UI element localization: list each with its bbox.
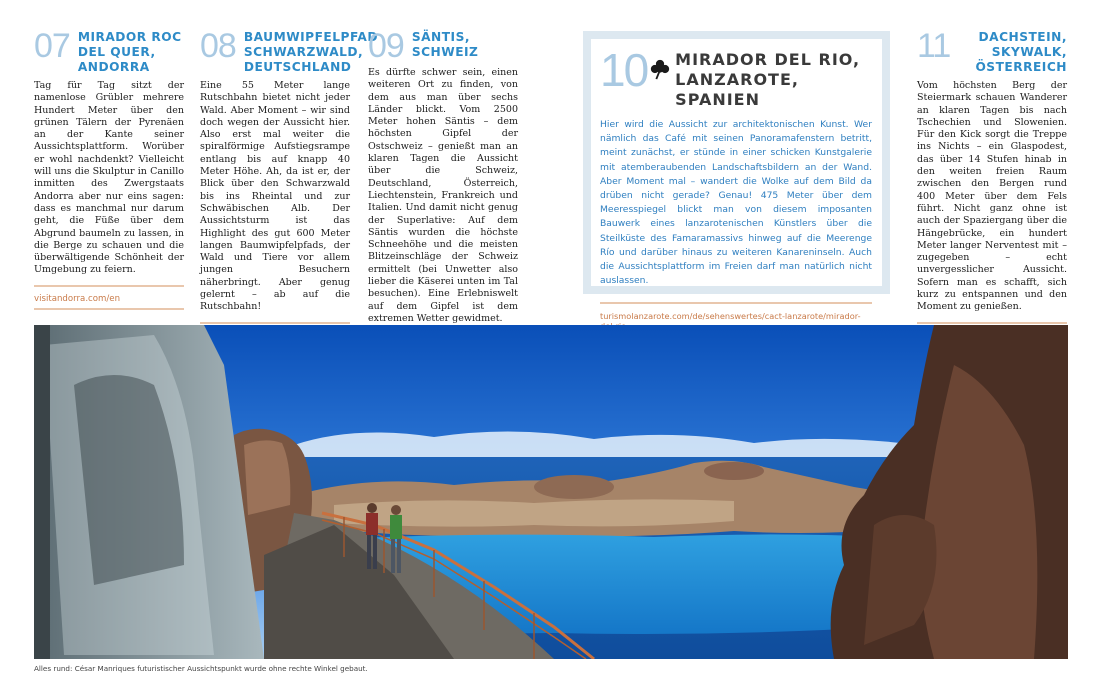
featured-article-box [583, 31, 890, 322]
article-title: BAUMWIPFELPFAD SCHWARZWALD, DEUTSCHLAND [243, 30, 378, 74]
featured-text: Hier wird die Aussicht zur architektonischen Kunst. Wer nämlich das Café mit seinen Panoramafenstern betritt, meint zunächst, er stünde in einer schicken Kunstgalerie mit atemberaubenden Landschaftsbildern an der Wand. Aber Moment mal – wandert die Wolke auf dem Bild da drüben nicht gerade? Genau! 475 Meter über dem Meeresspiegel blickt man von diesem imposanten Bauwerk eines lanzarotenischen Künstlers über die Steilküste des Famaramassivs hinweg auf die Meerenge Río und darüber hinaus zu weiteren Kanareninseln. Auch die Aussichtsplattform im Freien darf man natürlich nicht auslassen. [600, 119, 872, 287]
article-08 [200, 27, 378, 347]
article-text: Tag für Tag sitzt der namenlose Grübler mehrere Hundert Meter über den grünen Tälern der Pyrenäen an der Kante seiner Aussichtsplattform. Worüber er wohl nachdenkt? Vielleicht will uns die Skulptur in Canillo inmitten des Zwergstaats Andorra aber nur eins sagen: dass es manchmal nur darum geht, die Füße über dem Abgrund baumeln zu lassen, in die Berge zu schauen und die überwältigende Schönheit der Umgebung zu feiern. [34, 80, 184, 276]
article-number: 07 [34, 27, 70, 65]
article-text: Eine 55 Meter lange Rutschbahn bietet nicht jeder Wald. Aber Moment – wir sind doch wegen der Aussicht hier. Also erst mal weiter die spiralförmige Aufstiegsrampe entlang bis auf knapp 40 Meter Höhe. Ah, da ist er, der Blick über den Schwarzwald bis ins Rheintal und zur Schwäbischen Alb. Der Aussichtsturm ist das Highlight des gut 600 Meter langen Baumwipfelpfads, der Wald und Tiere vor allem jungen Besuchern näherbringt. Aber genug gelernt – ab auf die Rutschbahn! [200, 80, 350, 313]
article-header [34, 27, 184, 75]
article-title: SÄNTIS, SCHWEIZ [411, 30, 479, 59]
featured-header [600, 44, 872, 110]
article-header [368, 27, 518, 65]
article-number: 08 [200, 27, 236, 65]
photo-caption: Alles rund: César Manriques futuristischer Aussichtspunkt wurde ohne rechte Winkel gebaut. [34, 664, 368, 673]
article-title: MIRADOR ROC DEL QUER, ANDORRA [77, 30, 182, 74]
article-11 [917, 27, 1067, 347]
featured-article-panel [591, 39, 882, 322]
clover-icon [649, 58, 671, 80]
article-header [917, 27, 1067, 75]
article-header [200, 27, 378, 75]
article-number: 09 [368, 27, 404, 65]
article-09 [368, 27, 518, 358]
article-text: Vom höchsten Berg der Steiermark schauen Wanderer an klaren Tagen bis nach Tschechien und Slowenien. Für den Kick sorgt die Treppe ins Nichts – ein Glaspodest, das über 14 Stufen hinab in den weiten freien Raum zwischen den Bergen rund 400 Meter über dem Fels führt. Nicht ganz ohne ist auch der Spaziergang über die Hängebrücke, ein hundert Meter langer Nerventest mit – zugegeben – echt unvergesslicher Aussicht. Sofern man es schafft, sich kurz zu entspannen und den Moment zu genießen. [917, 80, 1067, 313]
featured-title: MIRADOR DEL RIO, LANZAROTE, SPANIEN [675, 50, 861, 109]
article-text: Es dürfte schwer sein, einen weiteren Ort zu finden, von dem aus man über sechs Länder blickt. Vom 2500 Meter hohen Säntis – dem höchsten Gipfel der Ostschweiz – genießt man an klaren Tagen die Aussicht über die Schweiz, Deutschland, Österreich, Liechtenstein, Frankreich und Italien. Und damit nicht genug der Superlative: Auf dem Säntis wurden die höchste Schneehöhe und die meisten Blitzeinschläge der Schweiz ermittelt (bei Unwetter also lieber die Käserei unten im Tal besuchen). Eine Erlebniswelt auf dem Gipfel ist dem extremen Wetter gewidmet. [368, 67, 518, 324]
landscape-photo [34, 325, 1068, 659]
article-number: 11 [917, 27, 951, 65]
article-title: DACHSTEIN, SKYWALK, ÖSTERREICH [975, 30, 1067, 74]
featured-link[interactable]: turismolanzarote.com/de/sehenswertes/cact-lanzarote/mirador- [600, 302, 872, 337]
article-link[interactable]: visitandorra.com/en [34, 285, 184, 310]
featured-number: 10 [600, 44, 648, 96]
article-07 [34, 27, 184, 310]
